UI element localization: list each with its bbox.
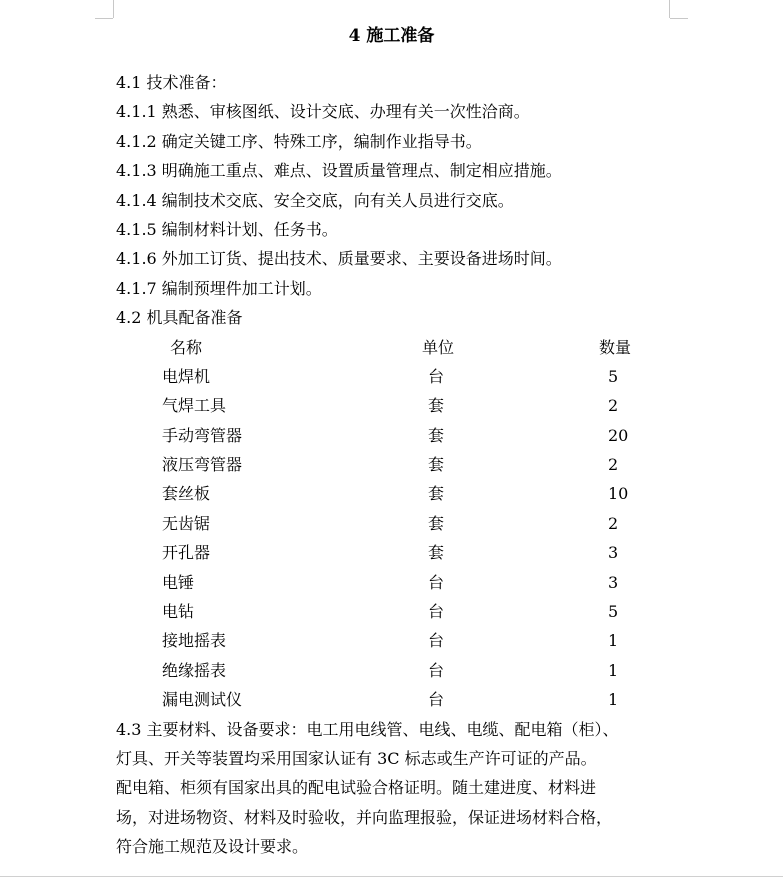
table-row bbox=[116, 685, 676, 714]
cell-qty: 5 bbox=[608, 366, 619, 386]
crop-mark-top-left bbox=[113, 0, 114, 18]
table-row bbox=[116, 597, 676, 626]
cell-qty: 1 bbox=[608, 690, 619, 710]
cell-qty: 2 bbox=[608, 513, 619, 533]
table-row bbox=[116, 362, 676, 391]
paragraph-line: 配电箱、柜须有国家出具的配电试验合格证明。随土建进度、材料进 bbox=[116, 778, 597, 798]
cell-name: 套丝板 bbox=[162, 484, 211, 504]
cell-qty: 2 bbox=[608, 455, 619, 475]
table-row bbox=[116, 479, 676, 508]
paragraph-line: 4.3 主要材料、设备要求：电工用电线管、电线、电缆、配电箱（柜）、 bbox=[116, 719, 619, 739]
table-row bbox=[116, 538, 676, 567]
paragraph-line: 符合施工规范及设计要求。 bbox=[116, 837, 309, 857]
cell-qty: 5 bbox=[608, 602, 619, 622]
cell-qty: 2 bbox=[608, 396, 619, 416]
paragraph-line: 场，对进场物资、材料及时验收，并向监理报验，保证进场材料合格， bbox=[116, 807, 613, 827]
table-row bbox=[116, 391, 676, 420]
heading-4-1: 4.1 技术准备： bbox=[116, 73, 227, 92]
column-header-qty: 数量 bbox=[599, 337, 632, 357]
cell-unit: 套 bbox=[428, 543, 445, 563]
cell-unit: 台 bbox=[428, 690, 445, 710]
table-row bbox=[116, 450, 676, 479]
cell-unit: 套 bbox=[428, 484, 445, 504]
heading-4-2: 4.2 机具配备准备 bbox=[116, 308, 243, 328]
cell-unit: 套 bbox=[428, 513, 445, 533]
table-row bbox=[116, 421, 676, 450]
cell-unit: 台 bbox=[428, 602, 445, 622]
table-row bbox=[116, 626, 676, 655]
cell-qty: 3 bbox=[608, 543, 619, 563]
list-item: 4.1.2 确定关键工序、特殊工序，编制作业指导书。 bbox=[116, 131, 482, 151]
column-header-unit: 单位 bbox=[422, 337, 455, 357]
cell-unit: 套 bbox=[428, 455, 445, 475]
cell-unit: 套 bbox=[428, 425, 445, 445]
cell-unit: 台 bbox=[428, 572, 445, 592]
cell-name: 气焊工具 bbox=[162, 396, 227, 416]
cell-name: 电锤 bbox=[162, 572, 195, 592]
cell-name: 绝缘摇表 bbox=[162, 660, 227, 680]
column-header-name: 名称 bbox=[170, 337, 203, 357]
cell-qty: 20 bbox=[608, 425, 629, 445]
cell-name: 电焊机 bbox=[162, 366, 211, 386]
cell-qty: 1 bbox=[608, 631, 619, 651]
cell-qty: 1 bbox=[608, 660, 619, 680]
list-item: 4.1.5 编制材料计划、任务书。 bbox=[116, 219, 338, 239]
list-item: 4.1.7 编制预埋件加工计划。 bbox=[116, 278, 322, 298]
cell-name: 无齿锯 bbox=[162, 513, 211, 533]
crop-mark-top-right bbox=[670, 18, 688, 19]
list-item: 4.1.4 编制技术交底、安全交底，向有关人员进行交底。 bbox=[116, 190, 514, 210]
cell-qty: 3 bbox=[608, 572, 619, 592]
document-body bbox=[116, 68, 676, 862]
table-row bbox=[116, 509, 676, 538]
cell-name: 电钻 bbox=[162, 602, 195, 622]
list-item: 4.1.1 熟悉、审核图纸、设计交底、办理有关一次性洽商。 bbox=[116, 102, 530, 122]
cell-unit: 台 bbox=[428, 660, 445, 680]
cell-name: 接地摇表 bbox=[162, 631, 227, 651]
list-item: 4.1.6 外加工订货、提出技术、质量要求、主要设备进场时间。 bbox=[116, 249, 562, 269]
cell-unit: 台 bbox=[428, 366, 445, 386]
cell-name: 液压弯管器 bbox=[162, 455, 243, 475]
paragraph-line: 灯具、开关等装置均采用国家认证有 3C 标志或生产许可证的产品。 bbox=[116, 748, 597, 768]
crop-mark-top-left bbox=[95, 18, 113, 19]
cell-name: 漏电测试仪 bbox=[162, 690, 243, 710]
table-row bbox=[116, 656, 676, 685]
cell-unit: 套 bbox=[428, 396, 445, 416]
section-title: 4 施工准备 bbox=[348, 26, 435, 46]
crop-mark-top-right bbox=[669, 0, 670, 18]
cell-name: 手动弯管器 bbox=[162, 425, 243, 445]
cell-qty: 10 bbox=[608, 484, 629, 504]
table-row bbox=[116, 568, 676, 597]
cell-name: 开孔器 bbox=[162, 543, 211, 563]
cell-unit: 台 bbox=[428, 631, 445, 651]
list-item: 4.1.3 明确施工重点、难点、设置质量管理点、制定相应措施。 bbox=[116, 161, 562, 181]
equipment-table bbox=[116, 333, 676, 715]
table-header-row bbox=[116, 333, 676, 362]
